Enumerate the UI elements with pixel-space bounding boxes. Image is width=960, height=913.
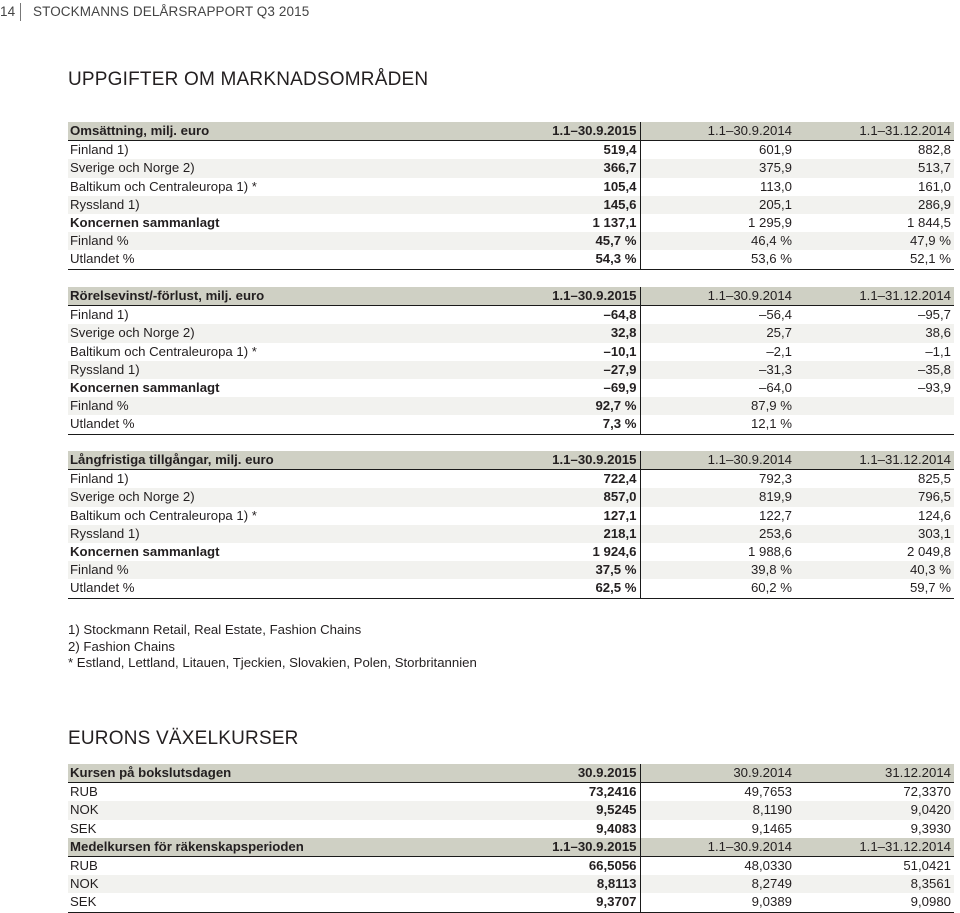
table-row — [68, 875, 954, 893]
row-label: Utlandet % — [68, 579, 537, 598]
table-cell: 513,7 — [795, 159, 954, 177]
table-cell: 52,1 % — [795, 250, 954, 269]
table-cell: 73,2416 — [537, 783, 640, 802]
column-header: 1.1–30.9.2015 — [537, 838, 640, 857]
table-cell: 375,9 — [640, 159, 795, 177]
table-cell: –93,9 — [917, 380, 951, 396]
report-title: STOCKMANNS DELÅRSRAPPORT Q3 2015 — [33, 4, 310, 19]
column-header: 30.9.2015 — [537, 764, 640, 783]
table-row — [68, 196, 954, 214]
table-row — [68, 379, 954, 397]
row-label: Finland % — [68, 397, 537, 415]
column-header: 1.1–31.12.2014 — [795, 838, 954, 857]
footnote: 1) Stockmann Retail, Real Estate, Fashion Chains — [68, 622, 362, 637]
table-header-row — [68, 287, 954, 306]
table-cell: 48,0330 — [744, 858, 792, 874]
table-header-row — [68, 451, 954, 470]
table-cell: 9,5245 — [537, 801, 640, 819]
row-label: Finland % — [68, 561, 537, 579]
header-divider — [20, 3, 21, 21]
row-label: Koncernen sammanlagt — [70, 215, 220, 231]
row-label: NOK — [68, 801, 537, 819]
operating-profit-table — [68, 287, 954, 435]
table-header-row — [68, 764, 954, 783]
table-cell: 1 844,5 — [907, 215, 951, 231]
row-label: Sverige och Norge 2) — [68, 324, 537, 342]
table-cell: 127,1 — [537, 507, 640, 525]
table-cell: 53,6 % — [640, 250, 795, 269]
table-cell: 205,1 — [640, 196, 795, 214]
row-label: Ryssland 1) — [68, 525, 537, 543]
table-cell: –64,0 — [758, 380, 792, 396]
table-cell: –95,7 — [917, 307, 951, 323]
table-cell: 1 924,6 — [537, 543, 640, 561]
table-cell: –31,3 — [640, 361, 795, 379]
table-heading: Omsättning, milj. euro — [68, 122, 537, 141]
table-row — [68, 397, 954, 415]
table-cell: 49,7653 — [744, 784, 792, 800]
row-label: Finland % — [68, 232, 537, 250]
table-heading: Rörelsevinst/-förlust, milj. euro — [68, 287, 537, 306]
table-cell: 825,5 — [917, 471, 951, 487]
table-cell: 9,1465 — [751, 820, 792, 836]
table-heading: Långfristiga tillgångar, milj. euro — [68, 451, 537, 470]
row-label: Sverige och Norge 2) — [68, 159, 537, 177]
row-label: Koncernen sammanlagt — [70, 544, 220, 560]
table-cell: 218,1 — [537, 525, 640, 543]
table-cell: –64,8 — [537, 306, 640, 325]
non-current-assets-table — [68, 451, 954, 599]
row-label: Finland 1) — [70, 142, 129, 158]
table-cell: 1 988,6 — [748, 544, 792, 560]
column-header: 30.9.2014 — [640, 764, 795, 783]
table-cell: 12,1 % — [640, 415, 795, 434]
row-label: Baltikum och Centraleuropa 1) * — [70, 343, 257, 359]
table-cell: –35,8 — [795, 361, 954, 379]
table-cell: 46,4 % — [640, 232, 795, 250]
row-label: NOK — [68, 875, 537, 893]
table-cell: –10,1 — [537, 343, 640, 361]
table-cell: 72,3370 — [903, 784, 951, 800]
row-label: RUB — [70, 858, 98, 874]
table-cell: 66,5056 — [537, 857, 640, 876]
table-cell: 286,9 — [795, 196, 954, 214]
row-label: Ryssland 1) — [68, 196, 537, 214]
row-label: Utlandet % — [68, 250, 537, 269]
table-cell: 303,1 — [795, 525, 954, 543]
table-row — [68, 178, 954, 196]
table-header-row — [68, 122, 954, 141]
column-header: 1.1–31.12.2014 — [795, 451, 954, 470]
table-cell: 62,5 % — [537, 579, 640, 598]
row-label: Baltikum och Centraleuropa 1) * — [70, 507, 257, 523]
table-cell: 9,0980 — [795, 893, 954, 912]
table-row — [68, 415, 954, 434]
table-cell: 8,8113 — [537, 875, 640, 893]
table-cell: 8,3561 — [795, 875, 954, 893]
table-cell: 366,7 — [537, 159, 640, 177]
table-cell: 9,3930 — [910, 820, 951, 836]
table-heading: Kursen på bokslutsdagen — [68, 764, 537, 783]
table-cell: 40,3 % — [795, 561, 954, 579]
table-row — [68, 141, 954, 160]
row-label: Baltikum och Centraleuropa 1) * — [70, 178, 257, 194]
table-header-row — [68, 838, 954, 857]
table-row — [68, 525, 954, 543]
table-row — [68, 306, 954, 325]
table-cell: 51,0421 — [903, 858, 951, 874]
row-label: Finland 1) — [70, 307, 129, 323]
section-heading-market-areas: UPPGIFTER OM MARKNADSOMRÅDEN — [68, 69, 429, 90]
table-cell: 59,7 % — [795, 579, 954, 598]
table-cell: 87,9 % — [640, 397, 795, 415]
table-cell: 519,4 — [537, 141, 640, 160]
table-cell: 601,9 — [758, 142, 792, 158]
footnote: 2) Fashion Chains — [68, 638, 176, 654]
table-cell: –2,1 — [766, 343, 792, 359]
column-header: 1.1–30.9.2015 — [537, 287, 640, 306]
column-header: 31.12.2014 — [795, 764, 954, 783]
table-cell: 8,2749 — [640, 875, 795, 893]
table-cell: 92,7 % — [537, 397, 640, 415]
page-number: 14 — [0, 4, 16, 19]
table-cell: 113,0 — [759, 178, 792, 194]
table-row — [68, 214, 954, 232]
table-heading: Medelkursen för räkenskapsperioden — [68, 838, 537, 857]
table-cell: 32,8 — [537, 324, 640, 342]
footnotes — [68, 622, 477, 672]
net-sales-table — [68, 122, 954, 270]
table-row — [68, 470, 954, 489]
column-header: 1.1–30.9.2014 — [640, 122, 795, 141]
column-header: 1.1–30.9.2014 — [640, 451, 795, 470]
table-cell: 145,6 — [537, 196, 640, 214]
table-cell: 1 137,1 — [537, 214, 640, 232]
exchange-rates-table — [68, 764, 954, 913]
column-header: 1.1–30.9.2014 — [640, 838, 795, 857]
table-row — [68, 783, 954, 802]
table-row — [68, 579, 954, 598]
table-row — [68, 250, 954, 269]
column-header: 1.1–30.9.2014 — [640, 287, 795, 306]
table-cell: 253,6 — [640, 525, 795, 543]
table-row — [68, 159, 954, 177]
row-label: SEK — [68, 893, 537, 912]
table-cell: 37,5 % — [537, 561, 640, 579]
table-cell: 7,3 % — [537, 415, 640, 434]
table-cell: 38,6 — [795, 324, 954, 342]
table-row — [68, 232, 954, 250]
table-cell: 105,4 — [537, 178, 640, 196]
table-cell: 161,0 — [917, 178, 951, 194]
table-cell: 45,7 % — [537, 232, 640, 250]
table-cell: 60,2 % — [640, 579, 795, 598]
table-cell: 47,9 % — [795, 232, 954, 250]
table-cell: 124,6 — [917, 507, 951, 523]
row-label: SEK — [70, 820, 97, 836]
table-cell: 25,7 — [640, 324, 795, 342]
table-cell: –1,1 — [925, 343, 951, 359]
column-header: 1.1–30.9.2015 — [537, 122, 640, 141]
table-cell — [795, 415, 954, 434]
table-row — [68, 488, 954, 506]
table-cell: –27,9 — [537, 361, 640, 379]
row-label: Utlandet % — [68, 415, 537, 434]
table-cell: 9,0420 — [795, 801, 954, 819]
table-cell: 9,3707 — [537, 893, 640, 912]
footnote: * Estland, Lettland, Litauen, Tjeckien, Slovakien, Polen, Storbritannien — [68, 655, 477, 670]
table-cell: –56,4 — [758, 307, 792, 323]
table-row — [68, 801, 954, 819]
table-row — [68, 893, 954, 912]
column-header: 1.1–30.9.2015 — [537, 451, 640, 470]
row-label: Sverige och Norge 2) — [68, 488, 537, 506]
table-cell: 1 295,9 — [748, 215, 792, 231]
table-cell: 122,7 — [758, 507, 792, 523]
row-label: Ryssland 1) — [68, 361, 537, 379]
table-row — [68, 361, 954, 379]
table-cell: 54,3 % — [537, 250, 640, 269]
section-heading-exchange-rates: EURONS VÄXELKURSER — [68, 728, 299, 749]
table-cell — [795, 397, 954, 415]
table-cell: 8,1190 — [640, 801, 795, 819]
table-cell: 39,8 % — [640, 561, 795, 579]
table-cell: 9,0389 — [640, 893, 795, 912]
table-cell: 796,5 — [795, 488, 954, 506]
table-row — [68, 507, 954, 525]
table-row — [68, 820, 954, 838]
table-row — [68, 324, 954, 342]
row-label: RUB — [70, 784, 98, 800]
table-row — [68, 857, 954, 876]
table-cell: 819,9 — [640, 488, 795, 506]
table-cell: 2 049,8 — [907, 544, 951, 560]
column-header: 1.1–31.12.2014 — [795, 122, 954, 141]
row-label: Finland 1) — [70, 471, 129, 487]
table-row — [68, 561, 954, 579]
table-cell: 9,4083 — [537, 820, 640, 838]
table-row — [68, 543, 954, 561]
table-cell: 792,3 — [758, 471, 792, 487]
table-cell: –69,9 — [537, 379, 640, 397]
table-row — [68, 343, 954, 361]
table-cell: 722,4 — [537, 470, 640, 489]
table-cell: 857,0 — [537, 488, 640, 506]
column-header: 1.1–31.12.2014 — [795, 287, 954, 306]
table-cell: 882,8 — [917, 142, 951, 158]
row-label: Koncernen sammanlagt — [70, 380, 220, 396]
